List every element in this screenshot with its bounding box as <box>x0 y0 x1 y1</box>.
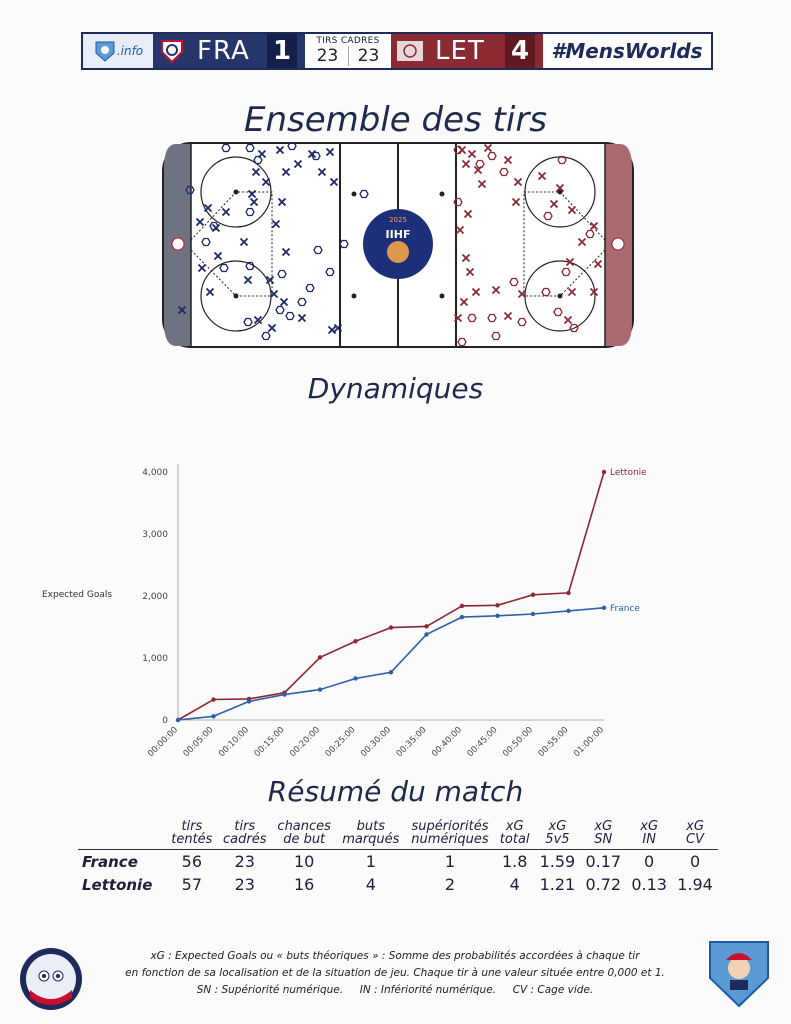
x-tick-label: 01:00:00 <box>572 725 607 760</box>
x-tick-label: 00:35:00 <box>394 725 429 760</box>
table-cell: 56 <box>181 852 203 871</box>
y-tick-label: 4,000 <box>142 468 168 478</box>
table-cell: 4 <box>365 875 376 894</box>
data-point <box>318 687 322 691</box>
data-point <box>531 593 535 597</box>
home-abbr: FRA <box>197 36 250 66</box>
data-point <box>460 604 464 608</box>
data-point <box>602 606 606 610</box>
y-tick-label: 1,000 <box>142 654 168 664</box>
home-score: 1 <box>267 34 297 68</box>
table-cell: 23 <box>234 852 255 871</box>
x-tick-label: 00:10:00 <box>217 725 252 760</box>
home-shots: 23 <box>308 46 349 66</box>
column-header: tirs cadrés <box>218 820 272 850</box>
column-header: xG IN <box>626 820 672 850</box>
hockey-site-icon <box>93 39 117 63</box>
table-row <box>78 850 718 874</box>
footer-line-2: en fonction de sa localisation et de la situation de jeu. Chaque tir à une valeur située entre 0,000 et 1. <box>125 967 665 979</box>
table-cell: 1 <box>365 852 376 871</box>
site-label: .info <box>116 44 144 58</box>
table-cell: 1.21 <box>539 875 576 894</box>
data-point <box>353 639 357 643</box>
table-cell: 0 <box>689 852 701 871</box>
svg-text:2025: 2025 <box>389 216 407 224</box>
away-score: 4 <box>505 34 535 68</box>
owl-logo-icon <box>18 946 84 1012</box>
shots-title: TIRS CADRES <box>316 36 380 46</box>
data-point <box>460 615 464 619</box>
table-cell: 1.94 <box>677 875 713 894</box>
data-point <box>424 624 428 628</box>
column-header: buts marqués <box>337 820 406 850</box>
x-tick-label: 00:00:00 <box>146 725 181 760</box>
x-tick-label: 00:55:00 <box>536 725 571 760</box>
data-point <box>353 676 357 680</box>
data-point <box>566 591 570 595</box>
y-tick-label: 2,000 <box>142 592 168 602</box>
column-header: xG SN <box>580 820 626 850</box>
table-cell: 1 <box>444 852 456 871</box>
footer-line-3: SN : Supériorité numérique. IN : Infériorité numérique. CV : Cage vide. <box>196 984 594 996</box>
column-header: chances de but <box>272 820 337 850</box>
france-crest-icon <box>153 35 191 67</box>
column-header: xG 5v5 <box>535 820 581 850</box>
data-point <box>495 614 499 618</box>
data-point <box>247 699 251 703</box>
data-point <box>602 470 606 474</box>
x-tick-label: 00:05:00 <box>181 725 216 760</box>
footer-line-1: xG : Expected Goals ou « buts théoriques » : Somme des probabilités accordées à chaque tir <box>150 950 640 962</box>
mascot-logo-icon <box>706 938 772 1008</box>
data-point <box>211 714 215 718</box>
shots-on-goal <box>305 34 391 68</box>
data-point <box>531 612 535 616</box>
data-point <box>211 697 215 701</box>
table-cell: 4 <box>509 875 520 894</box>
table-cell: 0.72 <box>585 875 622 894</box>
away-team <box>391 34 543 68</box>
x-tick-label: 00:25:00 <box>323 725 358 760</box>
table-cell: 0 <box>644 852 655 871</box>
footer-legend <box>100 948 690 999</box>
dynamics-title: Dynamiques <box>307 372 484 405</box>
svg-text:IIHF: IIHF <box>385 228 411 241</box>
y-tick-label: 0 <box>162 716 168 726</box>
table-cell: 10 <box>294 852 315 871</box>
team-name: France <box>82 852 138 871</box>
table-cell: 1.59 <box>539 852 576 871</box>
xg-dynamics-chart <box>30 450 770 780</box>
y-tick-label: 3,000 <box>142 530 168 540</box>
latvia-goal-icon <box>612 238 624 250</box>
chart-ylabel: Expected Goals <box>42 590 113 600</box>
series-line-france <box>178 608 604 720</box>
scoreboard <box>81 32 713 70</box>
home-team <box>153 34 305 68</box>
column-header: supériorités numériques <box>405 820 495 850</box>
x-tick-label: 00:15:00 <box>252 725 287 760</box>
data-point <box>495 603 499 607</box>
column-header: xG CV <box>672 820 718 850</box>
data-point <box>566 609 570 613</box>
hashtag: #MensWorlds <box>551 39 703 63</box>
table-cell: 0.13 <box>631 875 667 894</box>
x-tick-label: 00:40:00 <box>430 725 465 760</box>
x-tick-label: 00:45:00 <box>465 725 500 760</box>
series-label: France <box>610 603 640 614</box>
team-name: Lettonie <box>82 875 153 894</box>
series-line-lettonie <box>178 472 604 720</box>
data-point <box>282 692 286 696</box>
match-summary-table <box>78 820 718 896</box>
table-cell: 2 <box>444 875 456 894</box>
shots-map-title: Ensemble des tirs <box>243 100 548 140</box>
table-cell: 16 <box>294 875 315 894</box>
data-point <box>318 655 322 659</box>
away-shots: 23 <box>357 46 380 66</box>
table-row <box>78 873 718 896</box>
table-cell: 0.17 <box>585 852 622 871</box>
column-header: tirs tentés <box>166 820 218 850</box>
latvia-crest-icon <box>391 35 429 67</box>
team-column-header <box>78 820 166 850</box>
x-tick-label: 00:50:00 <box>501 725 536 760</box>
series-label: Lettonie <box>610 468 647 478</box>
data-point <box>389 670 393 674</box>
table-cell: 1.8 <box>501 852 528 871</box>
x-tick-label: 00:20:00 <box>288 725 323 760</box>
data-point <box>389 625 393 629</box>
data-point <box>176 718 180 722</box>
column-header: xG total <box>495 820 535 850</box>
data-point <box>424 632 428 636</box>
france-goal-icon <box>172 238 184 250</box>
away-abbr: LET <box>435 36 485 66</box>
site-logo <box>83 34 153 68</box>
x-tick-label: 00:30:00 <box>359 725 394 760</box>
table-cell: 23 <box>234 875 255 894</box>
shot-map-rink <box>162 142 634 348</box>
summary-title: Résumé du match <box>267 775 524 808</box>
table-cell: 57 <box>181 875 203 894</box>
